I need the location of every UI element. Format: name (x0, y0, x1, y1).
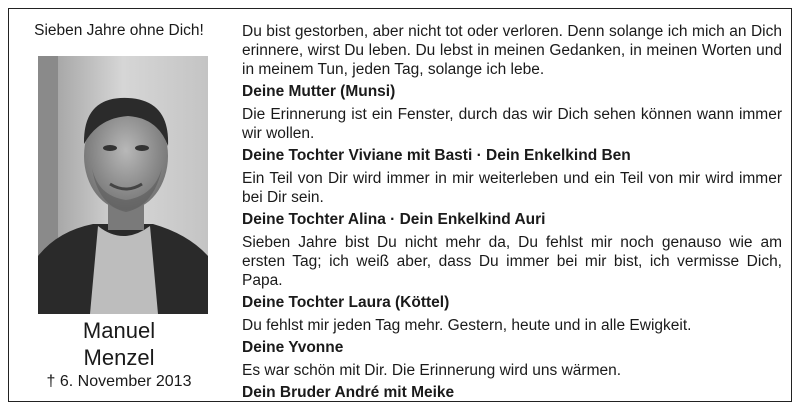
deceased-last-name: Menzel (83, 345, 155, 370)
tribute-signature: Deine Mutter (Munsi) (242, 83, 396, 100)
tribute-signature: Deine Tochter Laura (Köttel) (242, 294, 450, 311)
tribute-text: Du bist gestorben, aber nicht tot oder verloren. Denn solange ich mich an Dich erinnere, wirst Du leben. Du lebst in meinen Gedanken, in meinen Worten und in meinem Tun, jeden Tag, solange ich lebe. (242, 23, 782, 78)
headline: Sieben Jahre ohne Dich! (34, 22, 204, 39)
tribute-signature: Deine Yvonne (242, 339, 344, 356)
tribute-text: Ein Teil von Dir wird immer in mir weiterleben und ein Teil von mir wird immer bei Dir sein. (242, 170, 782, 206)
left-column (8, 8, 230, 402)
tribute-text: Es war schön mit Dir. Die Erinnerung wird uns wärmen. (242, 362, 622, 379)
portrait-photo (38, 56, 208, 314)
deceased-first-name: Manuel (82, 318, 156, 343)
tribute-text: Sieben Jahre bist Du nicht mehr da, Du fehlst mir noch genauso wie am ersten Tag; ich weiß aber, dass Du immer bei mir bist, ich vermisse Dich, Papa. (242, 234, 782, 289)
death-date: † 6. November 2013 (46, 373, 192, 390)
tribute-signature: Deine Tochter Viviane mit Basti · Dein Enkelkind Ben (242, 147, 631, 164)
tributes-column (242, 22, 782, 406)
tribute-signature: Deine Tochter Alina · Dein Enkelkind Auri (242, 211, 546, 228)
tribute-text: Du fehlst mir jeden Tag mehr. Gestern, heute und in alle Ewigkeit. (242, 317, 692, 334)
tribute-signature: Dein Bruder André mit Meike (242, 384, 455, 401)
tribute-text: Die Erinnerung ist ein Fenster, durch das wir Dich sehen können wann immer wir wollen. (242, 106, 782, 142)
